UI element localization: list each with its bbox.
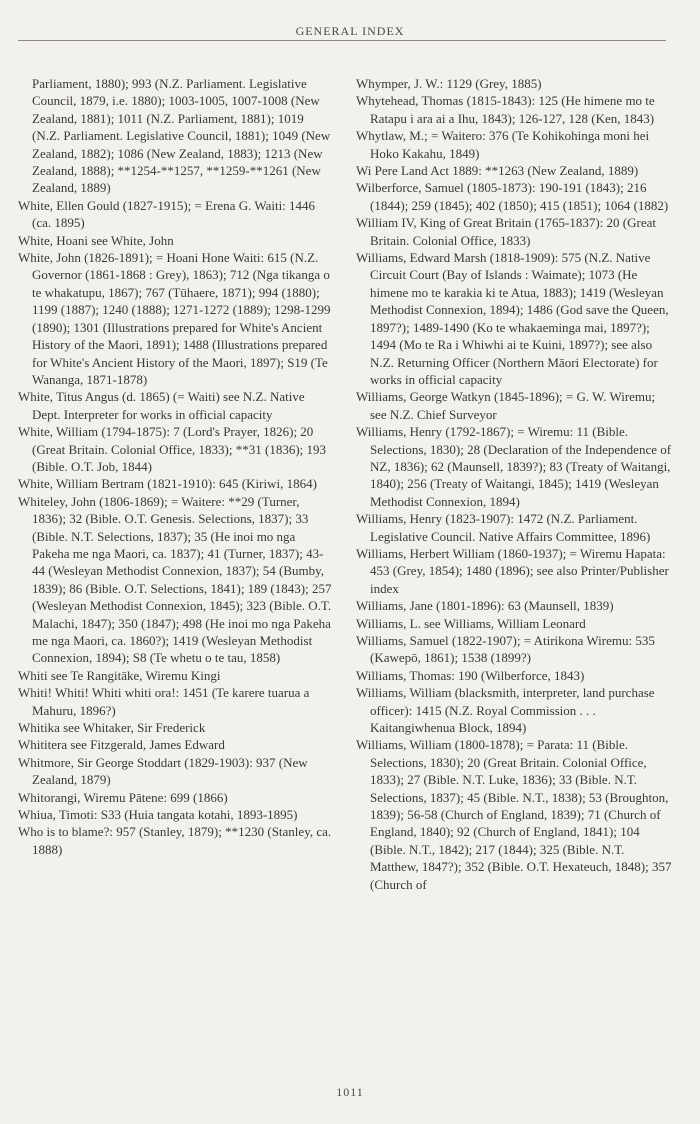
index-entry: Williams, Thomas: 190 (Wilberforce, 1843) xyxy=(356,667,585,683)
page-number: 1011 xyxy=(336,1085,364,1099)
index-entry: Williams, Jane (1801-1896): 63 (Maunsell, 1839) xyxy=(356,598,614,614)
index-entry: White, William (1794-1875): 7 (Lord's Prayer, 1826); 20 (Great Britain. Colonial Office, 1833); **31 (1836); 193 (Bible. O.T. Job, 1844) xyxy=(18,424,327,474)
index-entry: Williams, Samuel (1822-1907); = Atirikona Wiremu: 535 (Kawepō, 1861); 1538 (1899?) xyxy=(356,633,655,666)
index-entry: Whititera see Fitzgerald, James Edward xyxy=(18,737,225,753)
index-entry: White, John (1826-1891); = Hoani Hone Waiti: 615 (N.Z. Governor (1861-1868 : Grey), 1863); 712 (Nga tikanga o te whakatupu, 1867); 767 (Tūhaere, 1871); 994 (1880); 1199 (1887); 1240 (1888); 1271-1272 (1889); 1298-1299 (1890); 1301 (Illustrations prepared for White's Ancient History of the Maori, 1891); 1488 (Illustrations prepared for White's Ancient History of the Maori, 1897); S19 (Te Wananga, 1871-1878) xyxy=(18,250,331,387)
index-entry: Whitika see Whitaker, Sir Frederick xyxy=(18,720,206,736)
index-entry: Williams, George Watkyn (1845-1896); = G. W. Wiremu; see N.Z. Chief Surveyor xyxy=(356,389,656,422)
index-entry: Whiti see Te Rangitāke, Wiremu Kingi xyxy=(18,667,221,683)
index-entry: Whytlaw, M.; = Waitero: 376 (Te Kohikohinga moni hei Hoko Kakahu, 1849) xyxy=(356,128,650,161)
index-entry: Wi Pere Land Act 1889: **1263 (New Zealand, 1889) xyxy=(356,163,639,179)
index-entry: Williams, Henry (1823-1907): 1472 (N.Z. Parliament. Legislative Council. Native Affairs Committee, 1896) xyxy=(356,511,651,544)
index-entry: Williams, Henry (1792-1867); = Wiremu: 11 (Bible. Selections, 1830); 28 (Declaration of the Independence of NZ, 1836); 62 (Maunsell, 1839?); 83 (Treaty of Waitangi, 1840); 256 (Treaty of Waitangi, 1845); 1419 (Wesleyan Methodist Connexion, 1894) xyxy=(356,424,672,509)
index-entry: White, William Bertram (1821-1910): 645 (Kiriwi, 1864) xyxy=(18,476,317,492)
index-entry: Parliament, 1880); 993 (N.Z. Parliament. Legislative Council, 1879, i.e. 1880); 1003-1005, 1007-1008 (New Zealand, 1881); 1011 (N.Z. Parliament, 1881); 1019 (N.Z. Parliament. Legislative Council, 1881); 1049 (New Zealand, 1882); 1086 (New Zealand, 1883); 1213 (New Zealand, 1888); **1254-**1257, **1259-**1261 (New Zealand, 1889) xyxy=(32,76,331,196)
index-entry: Whiteley, John (1806-1869); = Waitere: **29 (Turner, 1836); 32 (Bible. O.T. Genesis. Selections, 1837); 33 (Bible. N.T. Selections, 1837); 35 (He inoi mo nga Pakeha me nga Maori, ca. 1837); 41 (Turner, 1837); 43-44 (Wesleyan Methodist Connexion, 1837); 54 (Bumby, 1839); 86 (Bible. O.T. Selections, 1841); 189 (1843); 257 (Wesleyan Methodist Connexion, 1845); 323 (Bible. O.T. Malachi, 1847); 350 (1847); 498 (He inoi mo nga Pakeha me nga Maori, ca. 1860?); 1419 (Wesleyan Methodist Connexion, 1894); S8 (Te whetu o te tau, 1858) xyxy=(18,493,332,666)
index-entry: Williams, William (blacksmith, interpreter, land purchase officer): 1415 (N.Z. Royal Commission . . . Kaitangiwhenua Block, 1894) xyxy=(356,685,655,736)
index-entry: White, Hoani see White, John xyxy=(18,232,174,248)
index-column-left xyxy=(18,75,332,858)
index-entry: White, Ellen Gould (1827-1915); = Erena G. Waiti: 1446 (ca. 1895) xyxy=(18,197,316,231)
index-entry: Williams, Edward Marsh (1818-1909): 575 (N.Z. Native Circuit Court (Bay of Islands : Waimate); 1073 (He himene mo te karakia ki te Atua, 1883); 1419 (Wesleyan Methodist Connexion, 1894); 1486 (God save the Queen, 1897?); 1489-1490 (Ko te whakaeminga mai, 1897?); 1494 (Mo te Ra i Whiwhi ai te Kuini, 1897?); see also N.Z. Returning Officer (Northern Māori Electorate) for works in official capacity xyxy=(356,250,669,387)
running-header: GENERAL INDEX xyxy=(295,24,405,38)
index-entry: Whytehead, Thomas (1815-1843): 125 (He himene mo te Ratapu i ara ai a Ihu, 1843); 126-127, 128 (Ken, 1843) xyxy=(356,93,655,126)
index-entry: Wilberforce, Samuel (1805-1873): 190-191 (1843); 216 (1844); 259 (1845); 402 (1850); 415 (1851); 1064 (1882) xyxy=(356,180,669,213)
header-rule xyxy=(18,40,666,41)
index-entry: Whiua, Timoti: S33 (Huia tangata kotahi, 1893-1895) xyxy=(18,807,298,823)
index-entry: Whitmore, Sir George Stoddart (1829-1903): 937 (New Zealand, 1879) xyxy=(18,754,308,788)
index-entry: Williams, William (1800-1878); = Parata: 11 (Bible. Selections, 1830); 20 (Great Britain. Colonial Office, 1833); 27 (Bible. N.T. Luke, 1836); 33 (Bible. N.T. Selections, 1837); 45 (Bible. N.T., 1838); 53 (Broughton, 1839); 56-58 (Church of England, 1839); 71 (Church of England, 1840); 92 (Church of England, 1841); 104 (Bible. N.T., 1842); 217 (1844); 325 (Bible. N.T. Matthew, 1847?); 352 (Bible. O.T. Hexateuch, 1848); 357 (Church of xyxy=(356,737,672,892)
index-entry: Whymper, J. W.: 1129 (Grey, 1885) xyxy=(356,76,542,91)
index-entry: White, Titus Angus (d. 1865) (= Waiti) see N.Z. Native Dept. Interpreter for works in official capacity xyxy=(18,389,305,422)
index-entry: Williams, Herbert William (1860-1937); = Wiremu Hapata: 453 (Grey, 1854); 1480 (1896); see also Printer/Publisher index xyxy=(356,545,669,596)
index-column-right xyxy=(356,75,674,893)
index-entry: Whitorangi, Wiremu Pātene: 699 (1866) xyxy=(18,789,228,805)
index-entry: William IV, King of Great Britain (1765-1837): 20 (Great Britain. Colonial Office, 1833) xyxy=(356,215,656,248)
index-entry: Whiti! Whiti! Whiti whiti ora!: 1451 (Te karere tuarua a Mahuru, 1896?) xyxy=(18,685,310,718)
index-entry: Williams, L. see Williams, William Leonard xyxy=(356,615,586,631)
index-entry: Who is to blame?: 957 (Stanley, 1879); **1230 (Stanley, ca. 1888) xyxy=(18,824,332,857)
